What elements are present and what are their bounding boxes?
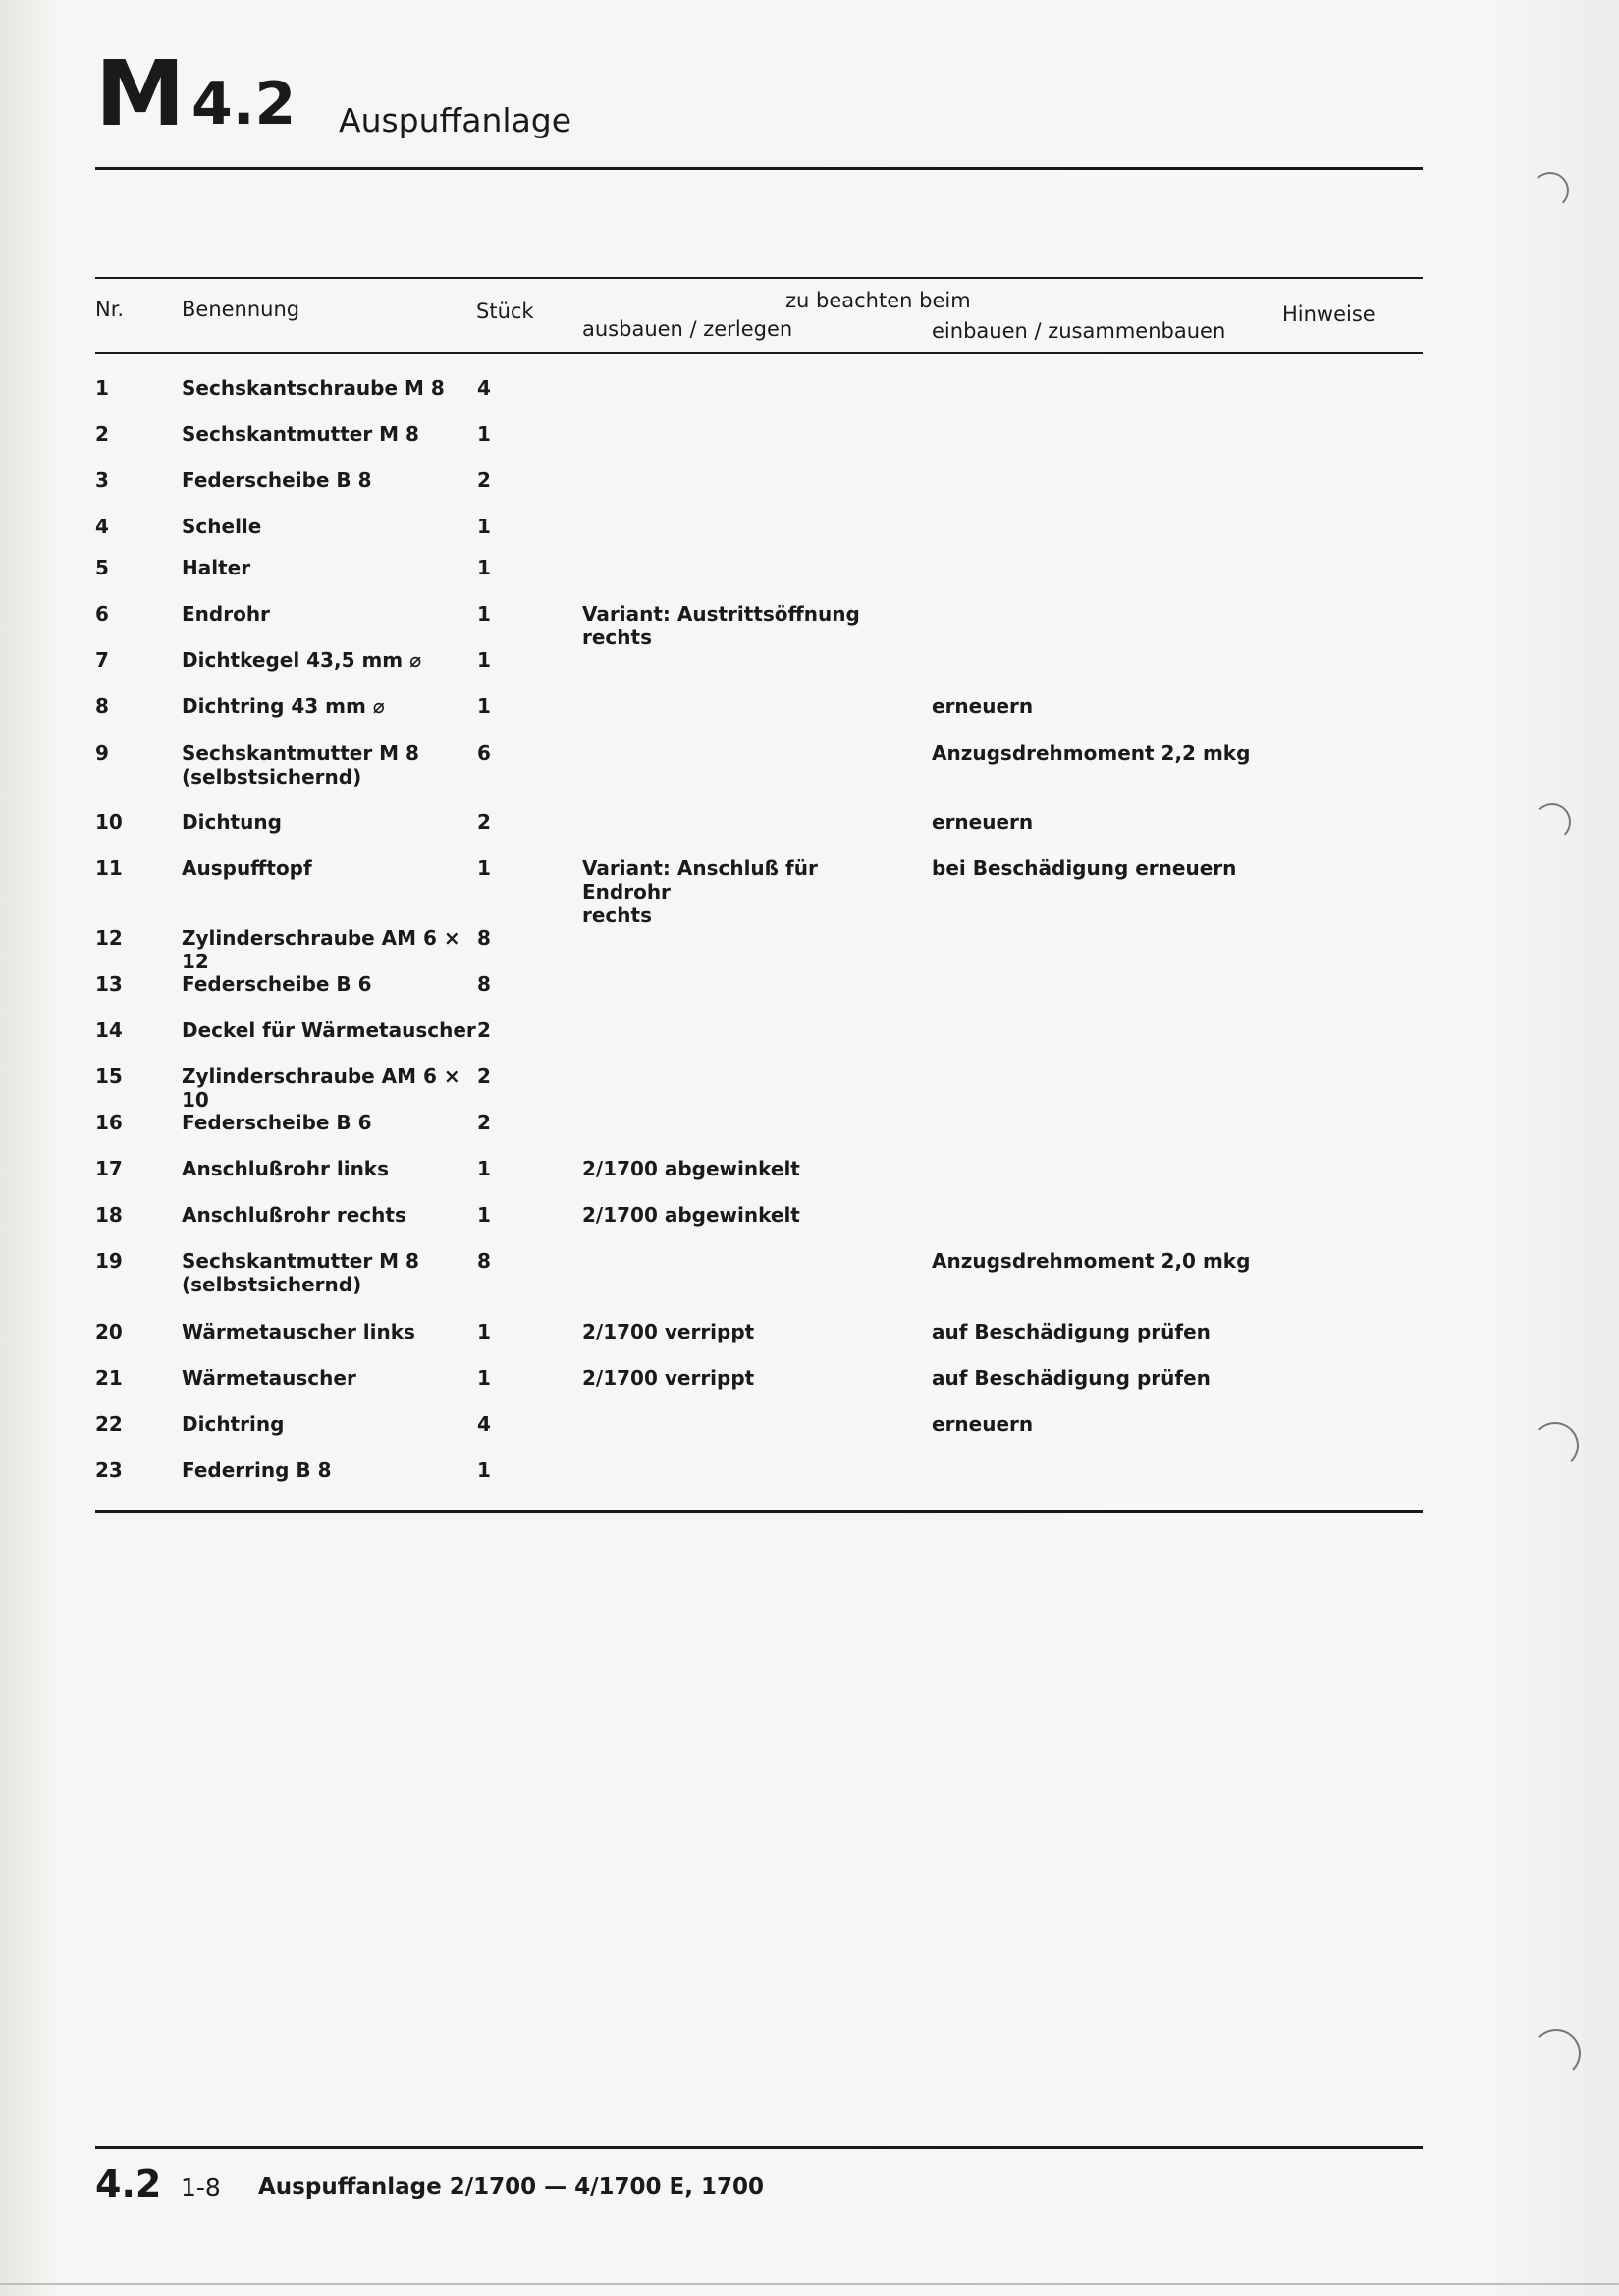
row-nr: 9 — [95, 741, 109, 765]
row-benennung: Schelle — [182, 515, 262, 538]
row-einbauen: erneuern — [932, 1412, 1034, 1436]
row-nr: 6 — [95, 602, 109, 626]
row-benennung: Dichtung — [182, 810, 282, 834]
row-stueck: 1 — [477, 1366, 491, 1390]
row-benennung: Federscheibe B 6 — [182, 972, 372, 996]
row-nr: 18 — [95, 1203, 123, 1227]
row-stueck: 8 — [477, 1249, 491, 1273]
column-header-ausbauen: ausbauen / zerlegen — [582, 317, 793, 341]
row-nr: 17 — [95, 1157, 123, 1180]
row-nr: 13 — [95, 972, 123, 996]
row-benennung: Dichtkegel 43,5 mm ⌀ — [182, 648, 422, 672]
row-stueck: 2 — [477, 1065, 491, 1088]
row-benennung: Wärmetauscher links — [182, 1320, 415, 1343]
row-nr: 20 — [95, 1320, 123, 1343]
row-benennung: Deckel für Wärmetauscher — [182, 1018, 476, 1042]
row-nr: 5 — [95, 556, 109, 579]
footer-title: Auspuffanlage 2/1700 — 4/1700 E, 1700 — [258, 2174, 765, 2200]
row-nr: 16 — [95, 1111, 123, 1134]
row-einbauen: auf Beschädigung prüfen — [932, 1366, 1211, 1390]
row-stueck: 1 — [477, 1203, 491, 1227]
row-benennung: Endrohr — [182, 602, 270, 626]
row-benennung: Federscheibe B 6 — [182, 1111, 372, 1134]
binder-hole-mark — [1534, 803, 1571, 841]
row-benennung: Zylinderschraube AM 6 × 10 — [182, 1065, 460, 1112]
row-stueck: 1 — [477, 422, 491, 446]
row-benennung: Halter — [182, 556, 251, 579]
row-nr: 22 — [95, 1412, 123, 1436]
row-stueck: 1 — [477, 515, 491, 538]
row-nr: 3 — [95, 468, 109, 492]
row-benennung: Sechskantmutter M 8 — [182, 422, 419, 446]
row-nr: 15 — [95, 1065, 123, 1088]
row-ausbauen: 2/1700 abgewinkelt — [582, 1203, 800, 1227]
row-einbauen: bei Beschädigung erneuern — [932, 856, 1237, 880]
table-bottom-rule — [95, 1510, 1423, 1513]
binder-hole-mark — [1532, 2029, 1581, 2078]
row-nr: 7 — [95, 648, 109, 672]
row-nr: 19 — [95, 1249, 123, 1273]
row-ausbauen: Variant: Anschluß für Endrohr rechts — [582, 856, 818, 927]
section-code-letter: M — [95, 41, 184, 146]
row-nr: 1 — [95, 376, 109, 400]
row-benennung: Sechskantmutter M 8 (selbstsichernd) — [182, 1249, 419, 1296]
row-stueck: 1 — [477, 856, 491, 880]
footer-section: 4.2 — [95, 2162, 162, 2206]
page-title: Auspuffanlage — [339, 101, 572, 139]
row-stueck: 1 — [477, 602, 491, 626]
row-nr: 23 — [95, 1458, 123, 1482]
row-benennung: Auspufftopf — [182, 856, 312, 880]
row-ausbauen: 2/1700 verrippt — [582, 1366, 755, 1390]
row-stueck: 4 — [477, 1412, 491, 1436]
row-benennung: Sechskantmutter M 8 (selbstsichernd) — [182, 741, 419, 789]
row-nr: 2 — [95, 422, 109, 446]
column-header-stueck: Stück — [476, 300, 534, 323]
page-footer — [95, 2162, 1423, 2224]
footer-rule — [95, 2146, 1423, 2149]
row-benennung: Anschlußrohr links — [182, 1157, 390, 1180]
row-einbauen: erneuern — [932, 694, 1034, 718]
row-nr: 11 — [95, 856, 123, 880]
row-stueck: 8 — [477, 972, 491, 996]
row-nr: 21 — [95, 1366, 123, 1390]
row-stueck: 1 — [477, 556, 491, 579]
column-header-hinweise: Hinweise — [1282, 302, 1376, 326]
row-einbauen: Anzugsdrehmoment 2,0 mkg — [932, 1249, 1251, 1273]
row-stueck: 1 — [477, 1157, 491, 1180]
row-stueck: 2 — [477, 1111, 491, 1134]
row-stueck: 1 — [477, 648, 491, 672]
row-benennung: Sechskantschraube M 8 — [182, 376, 445, 400]
row-stueck: 6 — [477, 741, 491, 765]
row-nr: 12 — [95, 926, 123, 950]
row-nr: 8 — [95, 694, 109, 718]
binder-hole-mark — [1532, 1422, 1579, 1469]
column-header-nr: Nr. — [95, 298, 125, 321]
row-einbauen: auf Beschädigung prüfen — [932, 1320, 1211, 1343]
row-stueck: 1 — [477, 694, 491, 718]
row-benennung: Dichtring 43 mm ⌀ — [182, 694, 385, 718]
row-nr: 10 — [95, 810, 123, 834]
row-stueck: 4 — [477, 376, 491, 400]
footer-pages: 1-8 — [181, 2173, 221, 2202]
row-stueck: 2 — [477, 468, 491, 492]
row-stueck: 1 — [477, 1458, 491, 1482]
row-einbauen: Anzugsdrehmoment 2,2 mkg — [932, 741, 1251, 765]
row-ausbauen: 2/1700 verrippt — [582, 1320, 755, 1343]
column-header-einbauen: einbauen / zusammenbauen — [932, 319, 1226, 343]
section-code-number: 4.2 — [191, 70, 297, 138]
row-stueck: 8 — [477, 926, 491, 950]
row-benennung: Dichtring — [182, 1412, 285, 1436]
row-benennung: Federring B 8 — [182, 1458, 332, 1482]
column-header-benennung: Benennung — [182, 298, 300, 321]
page-edge — [0, 2283, 1619, 2285]
row-ausbauen: Variant: Austrittsöffnung rechts — [582, 602, 860, 649]
row-stueck: 2 — [477, 1018, 491, 1042]
binder-hole-mark — [1532, 172, 1569, 209]
row-ausbauen: 2/1700 abgewinkelt — [582, 1157, 800, 1180]
row-benennung: Federscheibe B 8 — [182, 468, 372, 492]
row-nr: 14 — [95, 1018, 123, 1042]
row-stueck: 2 — [477, 810, 491, 834]
row-einbauen: erneuern — [932, 810, 1034, 834]
row-benennung: Zylinderschraube AM 6 × 12 — [182, 926, 460, 973]
row-stueck: 1 — [477, 1320, 491, 1343]
row-benennung: Anschlußrohr rechts — [182, 1203, 406, 1227]
row-nr: 4 — [95, 515, 109, 538]
row-benennung: Wärmetauscher — [182, 1366, 356, 1390]
column-header-group: zu beachten beim — [785, 289, 971, 312]
